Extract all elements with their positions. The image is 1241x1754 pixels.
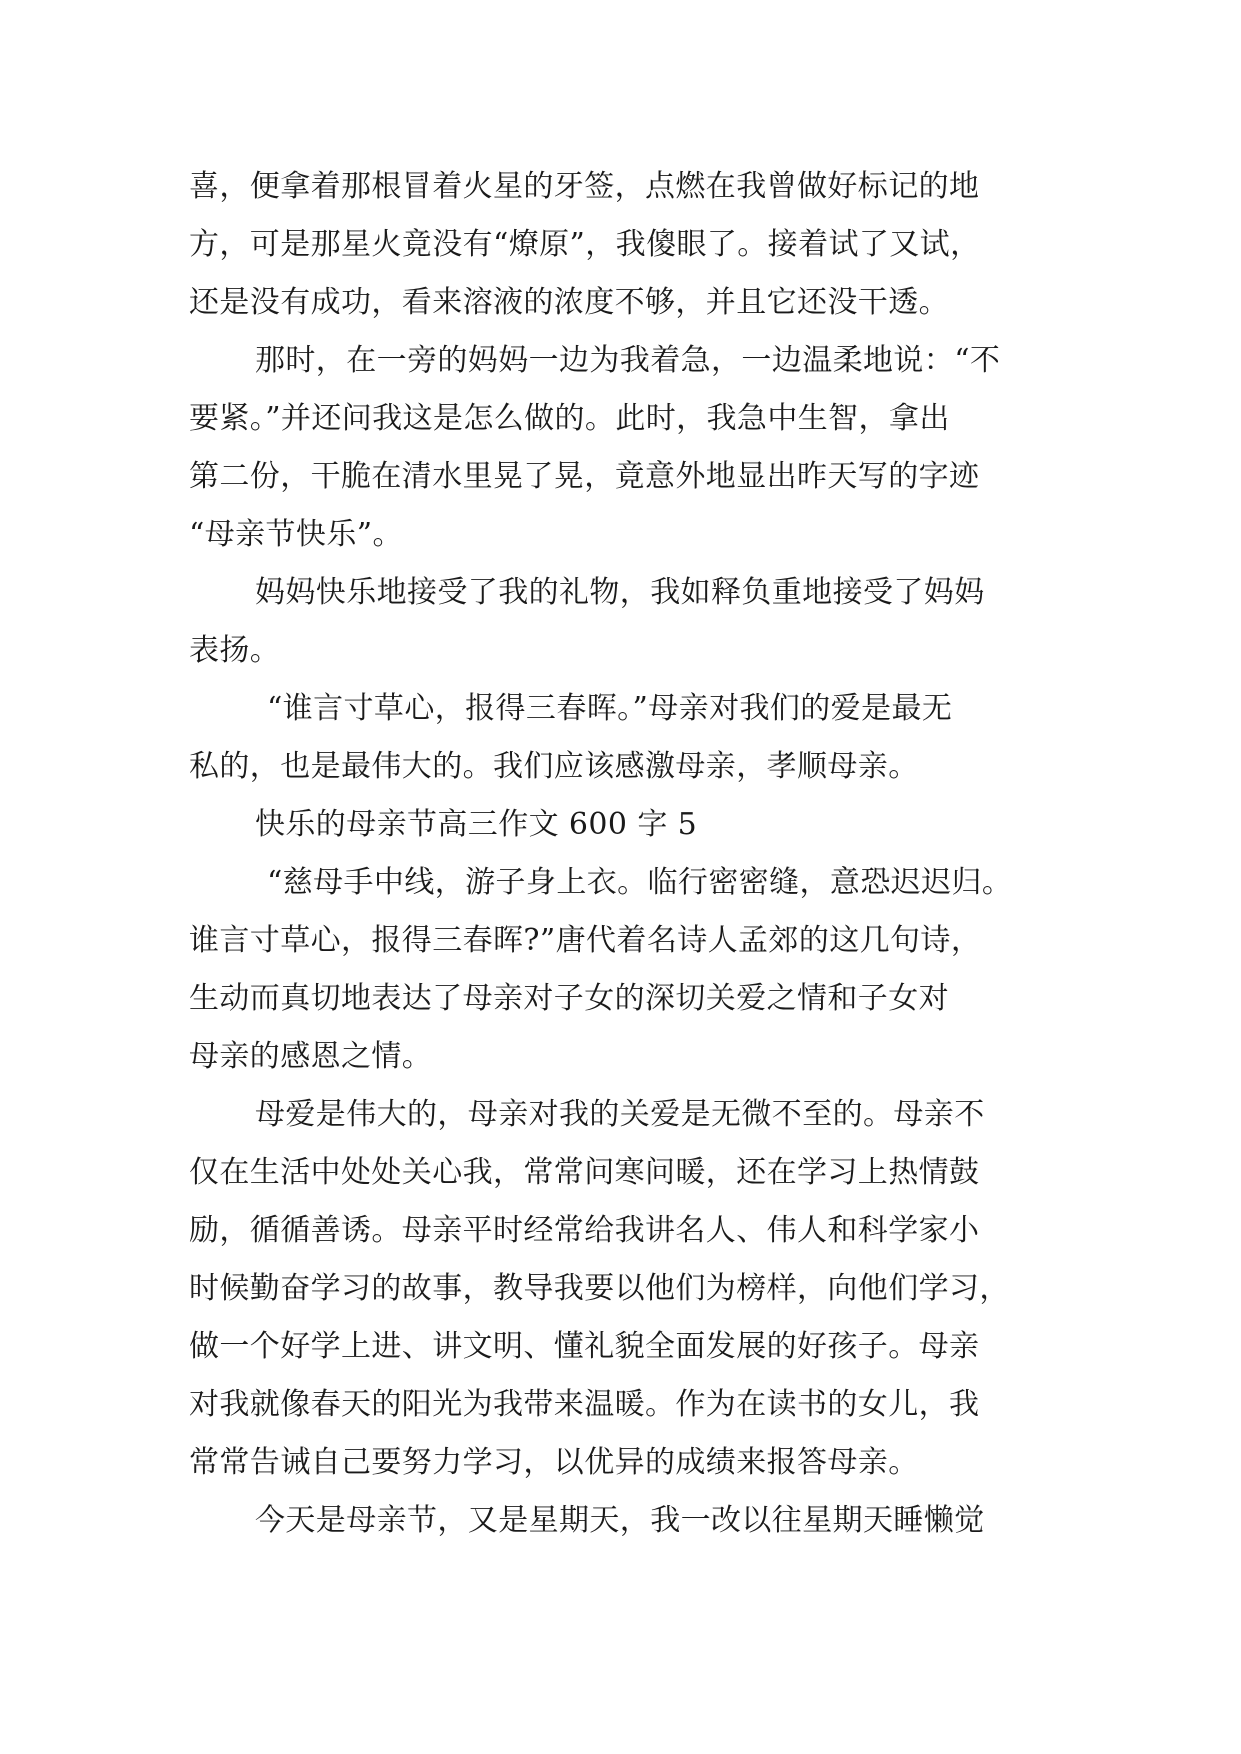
text-line: 表扬。: [189, 633, 281, 668]
text-line: 妈妈快乐地接受了我的礼物，我如释负重地接受了妈妈: [255, 575, 985, 610]
text-line: 还是没有成功，看来溶液的浓度不够，并且它还没干透。: [189, 285, 949, 320]
text-line: 那时，在一旁的妈妈一边为我着急，一边温柔地说：“不: [255, 343, 1001, 378]
text-line: 喜，便拿着那根冒着火星的牙签，点燃在我曾做好标记的地: [189, 169, 980, 204]
text-line: “谁言寸草心，报得三春晖。”母亲对我们的爱是最无: [267, 691, 953, 726]
text-line: 谁言寸草心，报得三春晖?”唐代着名诗人孟郊的这几句诗，: [189, 923, 982, 958]
text-line: 做一个好学上进、讲文明、懂礼貌全面发展的好孩子。母亲: [189, 1329, 980, 1364]
text-line: 生动而真切地表达了母亲对子女的深切关爱之情和子女对: [189, 981, 949, 1016]
text-line: 方，可是那星火竟没有“燎原”，我傻眼了。接着试了又试，: [189, 227, 981, 262]
text-line: 要紧。”并还问我这是怎么做的。此时，我急中生智，拿出: [189, 401, 950, 436]
document-body: [189, 158, 1055, 1550]
text-line: 时候勤奋学习的故事，教导我要以他们为榜样，向他们学习，: [189, 1271, 1010, 1306]
text-line: 对我就像春天的阳光为我带来温暖。作为在读书的女儿，我: [189, 1387, 980, 1422]
text-line: 第二份，干脆在清水里晃了晃，竟意外地显出昨天写的字迹: [189, 459, 980, 494]
text-line: 今天是母亲节，又是星期天，我一改以往星期天睡懒觉: [255, 1503, 985, 1538]
text-line: 私的，也是最伟大的。我们应该感激母亲，孝顺母亲。: [189, 749, 919, 784]
text-line: 母亲的感恩之情。: [189, 1039, 433, 1074]
text-line: 常常告诫自己要努力学习，以优异的成绩来报答母亲。: [189, 1445, 919, 1480]
text-line: 母爱是伟大的，母亲对我的关爱是无微不至的。母亲不: [255, 1097, 985, 1132]
text-line: 快乐的母亲节高三作文 600 字 5: [255, 807, 698, 842]
text-line: “母亲节快乐”。: [189, 517, 403, 552]
text-line: “慈母手中线，游子身上衣。临行密密缝，意恐迟迟归。: [267, 865, 1013, 900]
text-line: 仅在生活中处处关心我，常常问寒问暖，还在学习上热情鼓: [189, 1155, 980, 1190]
text-line: 励，循循善诱。母亲平时经常给我讲名人、伟人和科学家小: [189, 1213, 980, 1248]
